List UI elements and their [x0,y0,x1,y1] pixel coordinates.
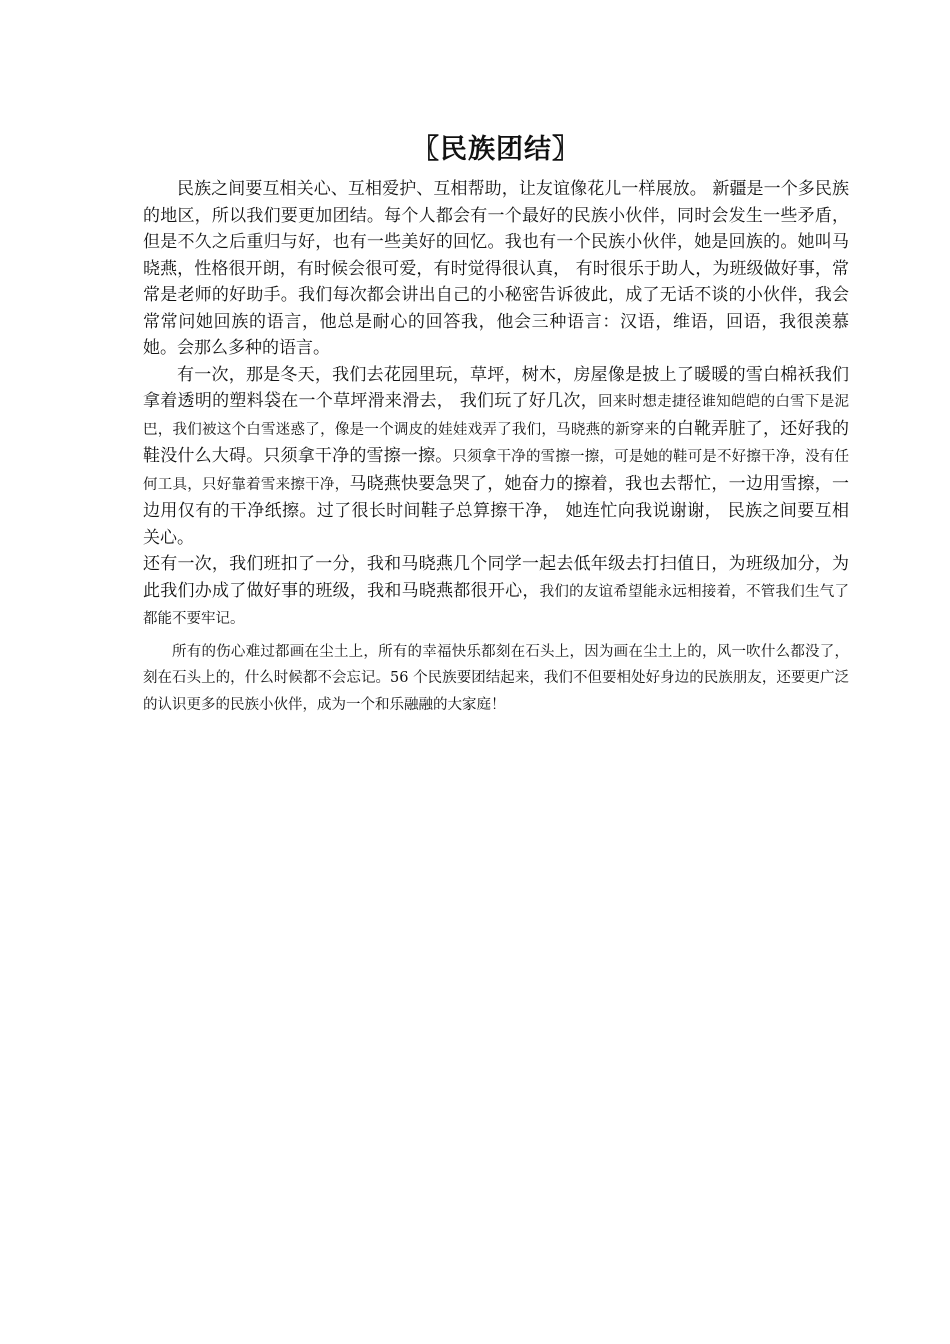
paragraph-3-text-b: 我们的友谊希望能永远相接着，不管我们生气了都能不要牢记。 [143,583,850,627]
paragraph-1 [143,176,849,362]
paragraph-1-text: 民族之间要互相关心、互相爱护、互相帮助，让友谊像花儿一样展放。 新疆是一个多民族的地区，所以我们要更加团结。每个人都会有一个最好的民族小伙伴，同时会发生一些矛盾，但是不久之后重归与好，也有一些美好的回忆。我也有一个民族小伙伴，她是回族的。她叫马晓燕，性格很开朗，有时候会很可爱，有时觉得很认真， 有时很乐于助人，为班级做好事，常常是老师的好助手。我们每次都会讲出自己的小秘密告诉彼此，成了无话不谈的小伙伴，我会常常问她回族的语言，他总是耐心的回答我，他会三种语言：汉语，维语，回语，我很羡慕她。会那么多种的语言。 [143,179,849,358]
paragraph-2-text-e: 马晓燕快要急哭了，她奋力的擦着，我也去帮忙，一边用雪擦，一边用仅有的干净纸擦。过了很长时间鞋子总算擦干净， 她连忙向我说谢谢， 民族之间要互相关心。 [143,473,850,548]
paragraph-2-text-b: 回来时想走捷径谁知皑皑的白雪下是泥巴，我们被这个白雪迷惑了，像是一个调皮的娃娃戏弄了我们，马晓燕的新穿来 [143,394,849,438]
document-body [143,128,849,718]
paragraph-4-text: 所有的伤心难过都画在尘土上，所有的幸福快乐都刻在石头上，因为画在尘土上的，风一吹什么都没了，刻在石头上的，什么时候都不会忘记。56 个民族要团结起来，我们不但要相处好身边的民族朋友，还要更广泛的认识更多的民族小伙伴，成为一个和乐融融的大家庭！ [143,643,849,713]
paragraph-2-text-c: 的白靴弄脏了，还好我的鞋没什么大碍。只须拿干净的雪擦一擦。 [143,418,850,466]
paragraph-2-text-d: 只须拿干净的雪擦一擦，可是她的鞋可是不好擦干净，没有任何工具，只好靠着雪来擦干净， [143,449,850,493]
document-title: 〖民族团结〗 [412,134,580,165]
paragraph-3 [143,551,849,633]
paragraph-2 [143,362,849,552]
paragraph-4 [143,639,849,719]
paragraph-2-text-a: 有一次，那是冬天，我们去花园里玩，草坪，树木，房屋像是披上了暖暖的雪白棉袄我们拿着透明的塑料袋在一个草坪滑来滑去， 我们玩了好几次， [143,364,849,411]
paragraph-3-text-a: 还有一次，我们班扣了一分，我和马晓燕几个同学一起去低年级去打扫值日，为班级加分，为此我们办成了做好事的班级，我和马晓燕都很开心， [143,554,849,601]
